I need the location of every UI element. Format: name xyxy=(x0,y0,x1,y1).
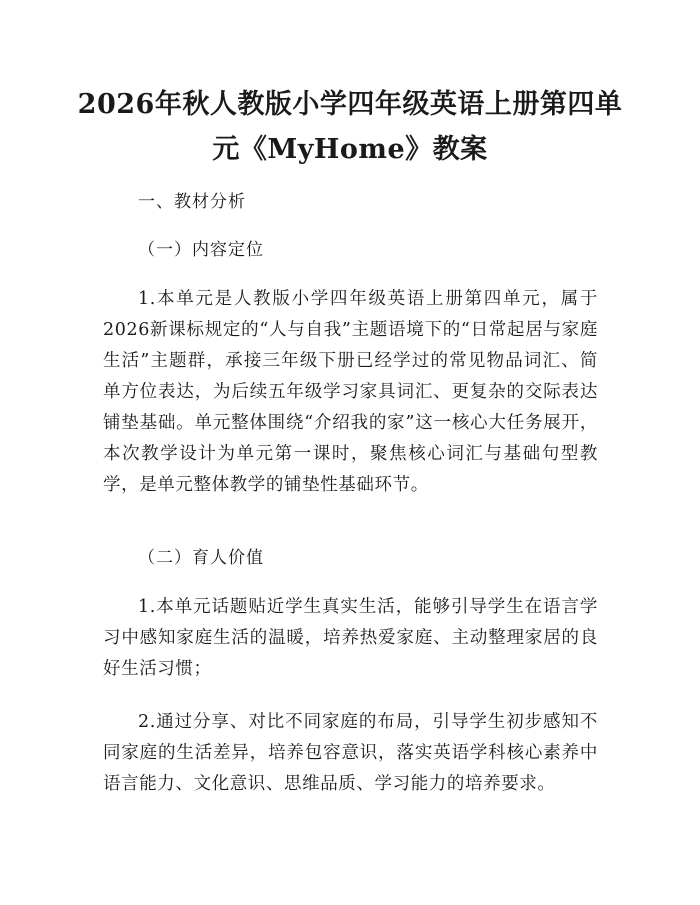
document-title-line-1: 2026年秋人教版小学四年级英语上册第四单 xyxy=(77,89,623,120)
paragraph-educational-value-1: 1.本单元话题贴近学生真实生活，能够引导学生在语言学习中感知家庭生活的温暖，培养热爱家庭、主动整理家居的良好生活习惯； xyxy=(103,597,598,679)
section-heading-textbook-analysis: 一、教材分析 xyxy=(138,192,246,212)
subsection-heading-educational-value: （二）育人价值 xyxy=(138,548,264,568)
document-title-line-2: 元《MyHome》教案 xyxy=(212,134,488,165)
paragraph-content-positioning: 1.本单元是人教版小学四年级英语上册第四单元，属于2026新课标规定的“人与自我”主题语境下的“日常起居与家庭生活”主题群，承接三年级下册已经学过的常见物品词汇、简单方位表达，为后续五年级学习家具词汇、更复杂的交际表达铺垫基础。单元整体围绕“介绍我的家”这一核心大任务展开，本次教学设计为单元第一课时，聚焦核心词汇与基础句型教学，是单元整体教学的铺垫性基础环节。 xyxy=(103,289,598,495)
subsection-heading-content-positioning: （一）内容定位 xyxy=(138,240,264,260)
paragraph-educational-value-2: 2.通过分享、对比不同家庭的布局，引导学生初步感知不同家庭的生活差异，培养包容意识，落实英语学科核心素养中语言能力、文化意识、思维品质、学习能力的培养要求。 xyxy=(103,712,598,794)
